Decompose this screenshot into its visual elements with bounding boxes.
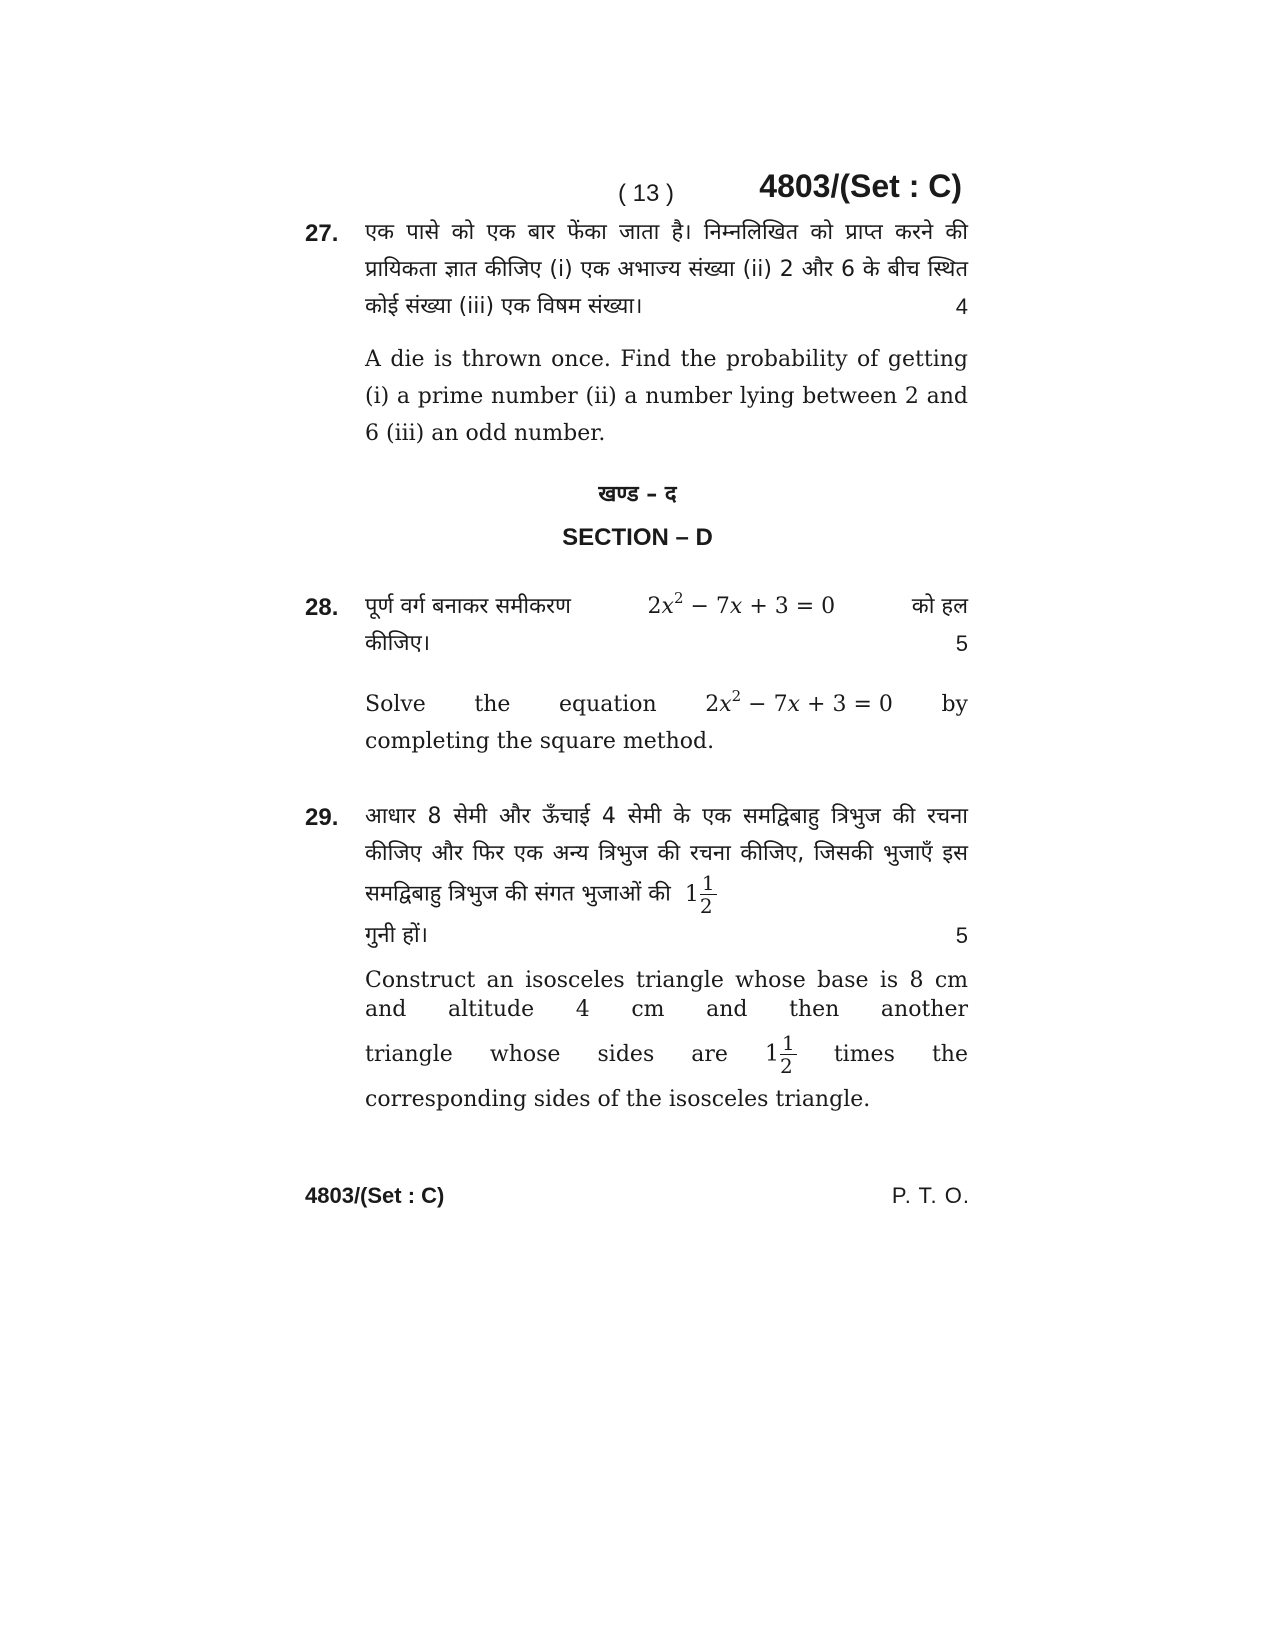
question-number: 28. <box>305 594 339 621</box>
page-number: ( 13 ) <box>618 180 675 207</box>
section-title-english: SECTION – D <box>562 524 713 551</box>
question-text-english: A die is thrown once. Find the probability of getting (i) a prime number (ii) a number lying between 2 and 6 (iii) an odd number. <box>365 347 968 446</box>
question-text-english: Solve the equation $2x^2 - 7x + 3 = 0$ by completing the square method. <box>365 687 968 754</box>
question-text-hindi: पूर्ण वर्ग बनाकर समीकरण $2x^2 - 7x + 3 = 0$ को हल कीजिए। 5 <box>365 588 968 662</box>
mixed-fraction: 1 $\frac{1}{2}$ <box>684 871 715 918</box>
equation: $2x^2 - 7x + 3 = 0$ <box>705 687 893 717</box>
section-title-hindi: खण्ड – द <box>598 482 677 507</box>
marks: 5 <box>955 631 968 656</box>
question-text-hindi: आधार 8 सेमी और ऊँचाई 4 सेमी के एक समद्विबाहु त्रिभुज की रचना कीजिए और फिर एक अन्य त्रिभुज की रचना कीजिए, जिसकी भुजाएँ इस समद्विबाहु त्रिभुज की संगत भुजाओं की 1 $\frac{1}{2}$ गुनी हों। 5 <box>365 798 968 954</box>
page-header <box>300 162 968 212</box>
footer-pto: P. T. O. <box>891 1183 970 1208</box>
set-code: 4803/(Set : C) <box>759 168 962 204</box>
question-text-hindi: एक पासे को एक बार फेंका जाता है। निम्नलिखित को प्राप्त करने की प्रायिकता ज्ञात कीजिए (i) एक अभाज्य संख्या (ii) 2 और 6 के बीच स्थित कोई संख्या (iii) एक विषम संख्या। 4 <box>365 214 968 325</box>
question-text-english: Construct an isosceles triangle whose base is 8 cm and altitude 4 cm and then another triangle whose sides are 1 $\frac{1}{2}$ times the corresponding sides of the isosceles triangle. <box>365 968 968 1112</box>
marks: 4 <box>955 294 968 319</box>
mixed-fraction: 1 $\frac{1}{2}$ <box>765 1031 795 1078</box>
question-number: 27. <box>305 220 339 247</box>
equation: $2x^2 - 7x + 3 = 0$ <box>647 589 836 619</box>
footer-set-code: 4803/(Set : C) <box>305 1183 445 1208</box>
marks: 5 <box>955 923 968 948</box>
question-number: 29. <box>305 804 339 831</box>
